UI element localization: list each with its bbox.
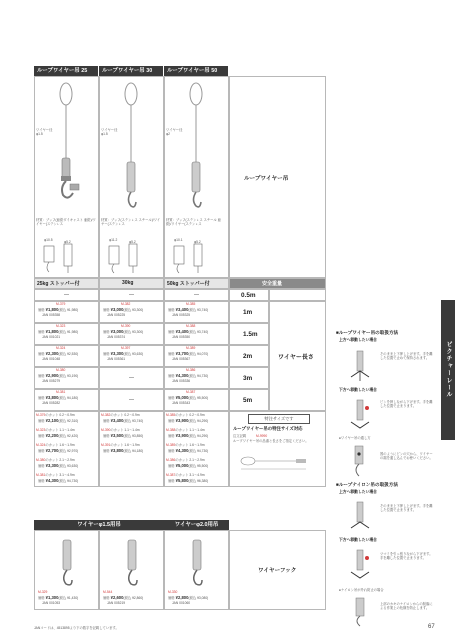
- product-jan: JAN 005361: [107, 357, 126, 361]
- notes-down-2: 下方へ移動したい場合: [339, 538, 377, 542]
- product-jan: JAN 005374: [107, 335, 126, 339]
- cut-item: M-382のカット 0.2〜0.9m: [101, 413, 140, 417]
- dash-3: —: [194, 292, 199, 298]
- product-code: M-380: [56, 368, 66, 372]
- product-code: M-388: [186, 324, 196, 328]
- material-text-1: 材質：ブッフ(亜鉛ダイキャスト 亜鉛)/ワイヤー(ステンレス: [36, 218, 96, 227]
- cut-item: M-391のカット 1.6〜1.9m: [101, 443, 140, 447]
- hook-side-title: ワイヤーフック: [258, 568, 297, 574]
- hook-jan: JAN 001053: [42, 601, 61, 605]
- length-value: 3m: [243, 375, 253, 382]
- dimension-label-3b: φ5.2: [194, 240, 201, 244]
- hook-image-1: [52, 534, 82, 590]
- wire-diameter-label-2: ワイヤー径 φ1.5: [101, 128, 118, 137]
- cut-price: 価格 ¥3,900(税込 ¥4,290): [168, 433, 209, 438]
- column-header-2: ループワイヤー吊 30: [99, 66, 163, 76]
- dash-2: —: [129, 292, 134, 298]
- product-jan: JAN 005282: [42, 401, 61, 405]
- product-code: M-381: [56, 390, 66, 394]
- notes-pin-label: ●ナイロン吊が外れ防止の場合: [339, 588, 384, 592]
- cut-item: M-389のカット 1.6〜1.9m: [166, 443, 205, 447]
- order-label: 注文記載: [233, 434, 247, 438]
- product-code: M-397: [121, 346, 131, 350]
- hook-price: 価格 ¥2,600(税込 ¥2,860): [103, 595, 144, 600]
- product-jan: JAN 005279: [42, 379, 61, 383]
- cut-item: M-390のカット 1.1〜1.4m: [101, 428, 140, 432]
- cut-item: M-385のカット 0.2〜0.9m: [166, 413, 205, 417]
- hook-price: 価格 ¥2,800(税込 ¥3,080): [168, 595, 209, 600]
- order-code: M-9990: [256, 434, 268, 438]
- product-jan: JAN 005367: [172, 357, 191, 361]
- product-code: M-385: [186, 302, 196, 306]
- cut-price: 価格 ¥2,200(税込 ¥2,420): [38, 433, 79, 438]
- loop-wire-50-image: [176, 80, 216, 210]
- custom-size-diagram: [236, 452, 320, 474]
- hook-header-2: ワイヤーφ2.0用吊: [164, 520, 229, 530]
- product-code: M-379: [56, 302, 66, 306]
- dimension-label-1a: φ10.5: [44, 238, 53, 242]
- product-price: 価格 ¥3,000(税込 ¥3,300): [103, 329, 144, 334]
- notes-heading-1: ■ループワイヤー吊の取扱方法: [336, 330, 399, 335]
- product-price: 価格 ¥3,400(税込 ¥3,740): [168, 307, 209, 312]
- product-jan: JAN 005325: [172, 313, 191, 317]
- notes-down-1: 下方へ移動したい場合: [339, 388, 377, 392]
- cut-price: 価格 ¥3,400(税込 ¥3,740): [103, 418, 144, 423]
- product-price: 価格 ¥4,300(税込 ¥4,730): [168, 373, 209, 378]
- custom-size-button[interactable]: 特注サイズです: [248, 414, 310, 424]
- product-code: M-323: [56, 324, 66, 328]
- cut-item: M-381のカット 3.1〜4.9m: [36, 473, 75, 477]
- notes-heading-2: ■ループナイロン吊の取扱方法: [336, 482, 398, 487]
- cut-price: 価格 ¥4,300(税込 ¥4,730): [38, 478, 79, 483]
- cut-item: M-380のカット 2.1〜2.9m: [36, 458, 75, 462]
- product-price: 価格 ¥3,700(税込 ¥4,070): [168, 351, 209, 356]
- diagram-down-1: [345, 396, 375, 432]
- footer-note: JANコードは、4513895より下の数字を記載しています。: [34, 626, 119, 630]
- notes-down-1-text: ピンを押しながら下げます。手を離した位置で止まります。: [380, 400, 433, 409]
- hook-jan: JAN 005219: [107, 601, 126, 605]
- cut-price: 価格 ¥2,700(税込 ¥2,970): [38, 448, 79, 453]
- order-note: ループワイヤー吊の品番と長さをご指定ください。: [233, 439, 309, 443]
- notes-up-1: 上方へ移動したい場合: [339, 338, 377, 342]
- product-jan: JAN 001021: [42, 335, 61, 339]
- cut-item: M-388のカット 1.1〜1.4m: [166, 428, 205, 432]
- side-title: ループワイヤー吊: [244, 176, 289, 182]
- cut-item: M-379のカット 0.2〜0.9m: [36, 413, 75, 417]
- load-50kg: 50kg ストッパー付: [167, 281, 210, 287]
- cut-item: M-323のカット 1.1〜1.4m: [36, 428, 75, 432]
- loop-wire-30-image: [111, 80, 151, 210]
- length-0.5m: 0.5m: [241, 292, 256, 299]
- cut-item: M-386のカット 2.1〜2.9m: [166, 458, 205, 462]
- product-jan: JAN 005336: [172, 379, 191, 383]
- material-text-2: 材質：ブッフ(ステンレス スチール)/ワイヤー(ステンレス: [101, 218, 161, 227]
- product-jan: JAN 001048: [42, 357, 61, 361]
- dimension-label-2a: φ11.2: [109, 238, 118, 242]
- product-code: M-324: [56, 346, 66, 350]
- diagram-up-2: [345, 498, 375, 534]
- product-price: 価格 ¥3,800(税込 ¥4,180): [38, 395, 79, 400]
- loop-wire-25-image: [46, 80, 86, 210]
- notes-up-2-text: そのまま上下押し上げます。手を離した位置で止まります。: [380, 504, 433, 513]
- product-price: 価格 ¥2,900(税込 ¥3,190): [38, 373, 79, 378]
- dash: —: [129, 397, 134, 403]
- cut-price: 価格 ¥3,800(税込 ¥4,180): [103, 448, 144, 453]
- wire-length-label: ワイヤー長さ: [278, 355, 314, 361]
- cut-price: 価格 ¥5,000(税込 ¥5,500): [168, 463, 209, 468]
- cut-item: M-387のカット 3.1〜4.9m: [166, 473, 205, 477]
- hook-price: 価格 ¥1,300(税込 ¥1,430): [38, 595, 79, 600]
- cut-item: M-324のカット 1.6〜1.9m: [36, 443, 75, 447]
- product-price: 価格 ¥3,000(税込 ¥3,300): [103, 307, 144, 312]
- product-jan: JAN 005358: [42, 313, 61, 317]
- load-30kg: 30kg: [122, 280, 134, 286]
- notes-down-2-text: ツマミを引っ張りながら下げます。手を離した位置で止まります。: [380, 552, 433, 561]
- product-code: M-389: [186, 346, 196, 350]
- cut-price: 価格 ¥4,300(税込 ¥4,730): [168, 448, 209, 453]
- safe-load-label: 安全重量: [262, 281, 283, 287]
- material-text-3: 材質：ブッフ(ステンレス スチール 亜鉛)/ワイヤー(ステンレス: [166, 218, 221, 227]
- custom-size-title: ループワイヤー吊の特注サイズ対応: [233, 426, 303, 431]
- wire-diameter-label-1: ワイヤー径 φ1.5: [36, 128, 53, 137]
- product-price: 価格 ¥3,300(税込 ¥3,630): [103, 351, 144, 356]
- product-code: M-386: [186, 368, 196, 372]
- product-jan: JAN 005350: [172, 335, 191, 339]
- hook-code: M-330: [168, 590, 178, 594]
- notes-up-1-text: そのまま上下押し上げます。手を離した位置で止めて保持されます。: [380, 352, 433, 361]
- page-number: 67: [428, 624, 435, 630]
- length-value: 2m: [243, 353, 253, 360]
- cut-price: 価格 ¥3,300(税込 ¥3,630): [38, 463, 79, 468]
- dimension-label-3a: φ10.1: [174, 238, 183, 242]
- cut-price: 価格 ¥2,100(税込 ¥2,310): [38, 418, 79, 423]
- cut-price: 価格 ¥3,500(税込 ¥3,850): [103, 433, 144, 438]
- section-tab: ピクチャーレール: [441, 300, 455, 440]
- length-value: 1m: [243, 309, 253, 316]
- column-header-3: ループワイヤー吊 50: [164, 66, 228, 76]
- product-code: M-390: [121, 324, 131, 328]
- hook-code: M-329: [38, 590, 48, 594]
- product-jan: JAN 005225: [107, 313, 126, 317]
- product-price: 価格 ¥2,300(税込 ¥2,530): [38, 351, 79, 356]
- hook-image-2: [117, 534, 147, 590]
- dimension-label-2b: φ5.2: [129, 240, 136, 244]
- cut-price: 価格 ¥3,900(税込 ¥4,290): [168, 418, 209, 423]
- dash-1: —: [64, 292, 69, 298]
- diagram-up-1: [345, 347, 375, 383]
- hook-header-1: ワイヤーφ1.5用吊: [34, 520, 164, 530]
- product-code: M-382: [121, 302, 131, 306]
- notes-pin-text: 上部のカキのナイロンからの脱落による作業上の危険を防止します。: [380, 602, 433, 611]
- load-25kg: 25kg ストッパー付: [37, 281, 80, 287]
- product-jan: JAN 005343: [172, 401, 191, 405]
- product-price: 価格 ¥1,800(税込 ¥1,980): [38, 329, 79, 334]
- hook-code: M-544: [103, 590, 113, 594]
- dash: —: [129, 375, 134, 381]
- length-value: 1.5m: [243, 331, 258, 338]
- column-header-1: ループワイヤー吊 25: [34, 66, 98, 76]
- length-value: 5m: [243, 397, 253, 404]
- cut-price: 価格 ¥5,800(税込 ¥6,380): [168, 478, 209, 483]
- product-price: 価格 ¥5,000(税込 ¥5,500): [168, 395, 209, 400]
- hook-image-3: [182, 534, 212, 590]
- notes-fix-text: 図のようにピンの穴から、ワイヤーの端を通し込んでお使いください。: [380, 452, 433, 461]
- product-price: 価格 ¥1,800(税込 ¥1,980): [38, 307, 79, 312]
- product-price: 価格 ¥3,400(税込 ¥3,740): [168, 329, 209, 334]
- notes-fix-label: ●ワイヤー吊の通し方: [339, 436, 371, 440]
- dimension-label-1b: φ5.2: [64, 240, 71, 244]
- notes-up-2: 上方へ移動したい場合: [339, 490, 377, 494]
- diagram-down-2: [345, 546, 375, 582]
- diagram-pin: [345, 596, 375, 628]
- product-code: M-387: [186, 390, 196, 394]
- diagram-fix: [345, 444, 375, 478]
- hook-jan: JAN 001060: [172, 601, 191, 605]
- wire-diameter-label-3: ワイヤー径 φ2: [166, 128, 183, 137]
